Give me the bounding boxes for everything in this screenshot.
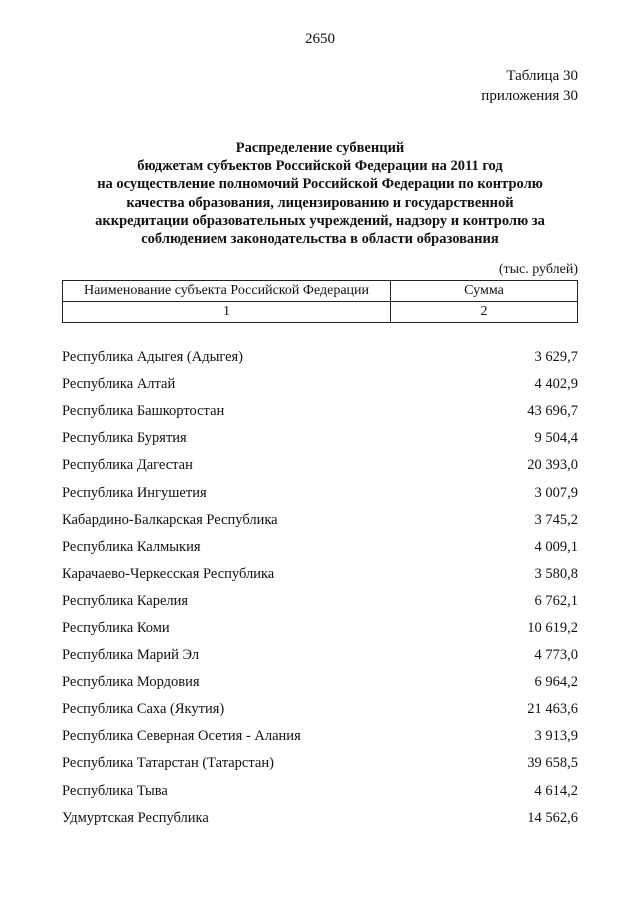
units-label: (тыс. рублей) (498, 262, 578, 277)
region-name: Республика Ингушетия (62, 484, 207, 501)
region-name: Республика Татарстан (Татарстан) (62, 755, 274, 772)
column-number-1: 1 (63, 302, 391, 323)
table-row (62, 778, 578, 805)
region-name: Республика Карелия (62, 592, 189, 609)
amount-value: 3 007,9 (534, 484, 578, 501)
region-name: Республика Коми (62, 619, 170, 636)
amount-value: 6 762,1 (534, 592, 578, 609)
table-row (62, 425, 578, 452)
table-row (62, 507, 578, 534)
region-name: Республика Бурятия (62, 430, 187, 447)
amount-value: 10 619,2 (527, 619, 578, 636)
amount-value: 4 614,2 (534, 782, 578, 799)
amount-value: 3 629,7 (534, 349, 578, 366)
column-number-row (63, 302, 578, 323)
title-line: соблюдением законодательства в области образования (141, 231, 499, 248)
table-row (62, 344, 578, 371)
table-reference-line-2: приложения 30 (481, 88, 578, 104)
table-row (62, 479, 578, 506)
region-name: Карачаево-Черкесская Республика (62, 565, 275, 582)
title-line: качества образования, лицензированию и государственной (126, 194, 514, 211)
amount-value: 4 009,1 (534, 538, 578, 555)
table-row (62, 398, 578, 425)
region-name: Республика Адыгея (Адыгея) (62, 349, 244, 366)
amount-value: 9 504,4 (534, 430, 578, 447)
amount-value: 4 773,0 (534, 647, 578, 664)
region-name: Республика Дагестан (62, 457, 193, 474)
amount-value: 3 745,2 (534, 511, 578, 528)
column-number-2: 2 (391, 302, 578, 323)
amount-value: 14 562,6 (527, 809, 578, 826)
amount-value: 4 402,9 (534, 376, 578, 393)
table-row (62, 588, 578, 615)
table-row (62, 452, 578, 479)
title-line: на осуществление полномочий Российской Федерации по контролю (97, 176, 543, 193)
table-header (62, 280, 578, 323)
table-body (62, 344, 578, 832)
document-title (40, 139, 600, 248)
table-row (62, 371, 578, 398)
amount-value: 3 913,9 (534, 728, 578, 745)
amount-value: 20 393,0 (527, 457, 578, 474)
header-row (63, 281, 578, 302)
amount-value: 43 696,7 (527, 403, 578, 420)
table-row (62, 615, 578, 642)
region-name: Республика Башкортостан (62, 403, 225, 420)
region-name: Республика Тыва (62, 782, 168, 799)
table-row (62, 805, 578, 832)
table-row (62, 750, 578, 777)
table-row (62, 642, 578, 669)
header-amount-cell: Сумма (391, 281, 578, 302)
amount-value: 39 658,5 (527, 755, 578, 772)
table-row (62, 534, 578, 561)
title-line: аккредитации образовательных учреждений, надзору и контролю за (95, 212, 545, 229)
table-reference-line-1: Таблица 30 (506, 68, 578, 84)
amount-value: 3 580,8 (534, 565, 578, 582)
region-name: Республика Северная Осетия - Алания (62, 728, 301, 745)
region-name: Республика Мордовия (62, 674, 200, 691)
header-name-cell: Наименование субъекта Российской Федерации (63, 281, 391, 302)
title-line: Распределение субвенций (235, 140, 405, 156)
title-line: бюджетам субъектов Российской Федерации на 2011 год (137, 158, 503, 175)
amount-value: 6 964,2 (534, 674, 578, 691)
page-number: 2650 (305, 31, 335, 47)
region-name: Республика Алтай (62, 376, 176, 393)
region-name: Республика Марий Эл (62, 647, 200, 664)
table-reference (481, 66, 578, 106)
amount-value: 21 463,6 (527, 701, 578, 718)
table-row (62, 723, 578, 750)
region-name: Республика Саха (Якутия) (62, 701, 225, 718)
table-row (62, 669, 578, 696)
table-row (62, 696, 578, 723)
region-name: Республика Калмыкия (62, 538, 201, 555)
region-name: Кабардино-Балкарская Республика (62, 511, 278, 528)
region-name: Удмуртская Республика (62, 809, 209, 826)
table-row (62, 561, 578, 588)
